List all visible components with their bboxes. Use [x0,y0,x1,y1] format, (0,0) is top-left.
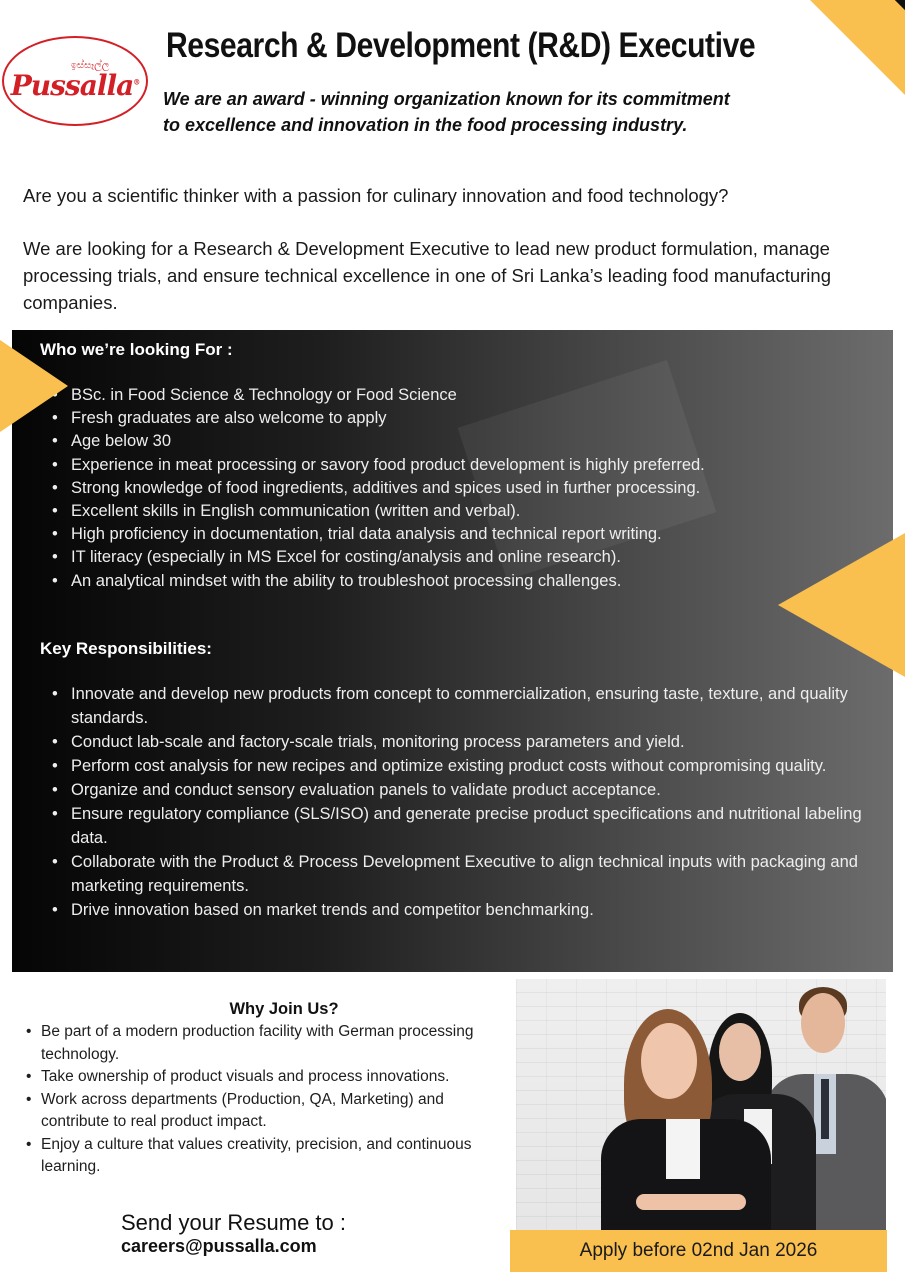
right-yellow-triangle [778,533,905,677]
looking-for-heading: Who we’re looking For : [40,340,233,359]
person-shirt [666,1119,700,1179]
list-item: • Age below 30 [40,430,873,453]
left-yellow-triangle [0,340,68,432]
logo-brand-name: Pussalla [10,68,134,102]
why-join-list [24,1021,504,1179]
team-photo [516,979,886,1231]
list-item: • Ensure regulatory compliance (SLS/ISO) and generate precise product specifications and nutritional labeling data. [40,802,873,850]
list-item: • Be part of a modern production facility with German processing technology. [24,1021,504,1066]
company-tagline [163,86,823,138]
apply-deadline-banner: Apply before 02nd Jan 2026 [510,1230,887,1272]
list-item: • Excellent skills in English communication (written and verbal). [40,500,873,523]
panel-content [40,340,873,922]
list-item: • Fresh graduates are also welcome to apply [40,407,873,430]
responsibilities-heading: Key Responsibilities: [40,638,212,658]
list-item: • Experience in meat processing or savory food product development is highly preferred. [40,454,873,477]
list-item: • An analytical mindset with the ability to troubleshoot processing challenges. [40,570,873,593]
list-item: • High proficiency in documentation, trial data analysis and technical report writing. [40,523,873,546]
list-item: • Conduct lab-scale and factory-scale trials, monitoring process parameters and yield. [40,730,873,754]
tagline-line-2: to excellence and innovation in the food processing industry. [163,115,688,135]
why-join-heading: Why Join Us? [229,1000,339,1018]
registered-mark: ® [133,77,140,87]
list-item: • Perform cost analysis for new recipes and optimize existing product costs without compromising quality. [40,754,873,778]
logo-sinhala-text: ඉස්සෑල්ල [70,59,110,71]
tagline-line-1: We are an award - winning organization known for its commitment [163,89,730,109]
person-arms [636,1194,746,1210]
send-resume-label: Send your Resume to : [121,1210,347,1235]
contact-section [121,1210,346,1257]
intro-description: We are looking for a Research & Development Executive to lead new product formulation, manage processing trials, and ensure technical excellence in one of Sri Lanka’s leading food manufacturing companies. [23,238,831,313]
person-face [641,1023,697,1099]
intro-section [23,182,893,316]
list-item: • Collaborate with the Product & Process Development Executive to align technical inputs with packaging and marketing requirements. [40,850,873,898]
list-item: • BSc. in Food Science & Technology or Food Science [40,384,873,407]
list-item: • Work across departments (Production, QA, Marketing) and contribute to real product impact. [24,1089,504,1134]
person-tie [821,1079,829,1139]
logo-brand-text [11,69,140,102]
looking-for-list [40,384,873,593]
list-item: • Strong knowledge of food ingredients, additives and spices used in further processing. [40,477,873,500]
list-item: • Enjoy a culture that values creativity, precision, and continuous learning. [24,1134,504,1179]
why-join-section [24,1000,504,1179]
list-item: • Innovate and develop new products from concept to commercialization, ensuring taste, texture, and quality standards. [40,682,873,730]
requirements-panel [12,330,893,972]
list-item: • Take ownership of product visuals and process innovations. [24,1066,504,1089]
list-item: • IT literacy (especially in MS Excel for costing/analysis and online research). [40,546,873,569]
person-face [801,993,845,1053]
list-item: • Organize and conduct sensory evaluation panels to validate product acceptance. [40,778,873,802]
contact-email-link[interactable]: careers@pussalla.com [121,1236,317,1256]
responsibilities-list [40,682,873,922]
job-title: Research & Development (R&D) Executive [166,26,756,65]
pussalla-logo [2,36,148,126]
list-item: • Drive innovation based on market trends and competitor benchmarking. [40,898,873,922]
person-face [719,1023,761,1081]
intro-question: Are you a scientific thinker with a passion for culinary innovation and food technology? [23,185,729,206]
